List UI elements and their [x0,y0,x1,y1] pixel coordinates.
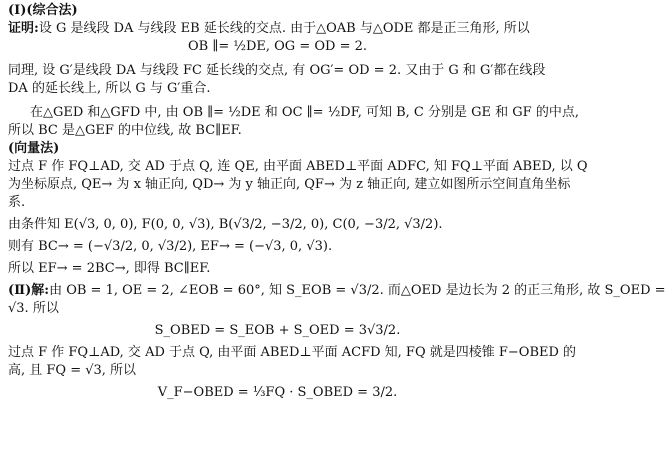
part2-line-4: 高, 且 FQ = √3, 所以 [8,363,137,378]
vector-line-4: 由条件知 E(√3, 0, 0), F(0, 0, √3), B(√3/2, −3/2, 0), C(0, −3/2, √3/2). [8,217,443,232]
vector-line-5: 则有 BC→ = (−√3/2, 0, √3/2), EF→ = (−√3, 0, √3). [8,239,333,254]
proof-label: 证明: [8,21,39,36]
vector-line-1: 过点 F 作 FQ⊥AD, 交 AD 于点 Q, 连 QE, 由平面 ABED⊥平面 ADFC, 知 FQ⊥平面 ABED, 以 Q [8,159,588,174]
part1-line-3a: 在△GED 和△GFD 中, 由 OB ∥= ½DE 和 OC ∥= ½DF, 可知 B, C 分别是 GE 和 GF 的中点, [30,105,579,120]
vector-line-2: 为坐标原点, QE→ 为 x 轴正向, QD→ 为 y 轴正向, QF→ 为 z 轴正向, 建立如图所示空间直角坐标 [8,177,571,192]
part2-heading: (Ⅱ) [8,283,32,298]
vector-method-heading: (向量法) [8,141,60,156]
vector-line-6: 所以 EF→ = 2BC→, 即得 BC∥EF. [8,261,211,276]
vector-line-3: 系. [8,195,26,210]
proof-text: 设 G 是线段 DA 与线段 EB 延长线的交点. 由于△OAB 与△ODE 都是正三角形, 所以 [38,21,530,36]
part2-line-1 [8,282,666,300]
solution-label: 解: [31,283,50,298]
part1-heading: (Ⅰ)(综合法) [8,3,78,18]
part1-line-2b: DA 的延长线上, 所以 G 与 G′重合. [8,81,211,96]
part2-line-2: √3. 所以 [8,301,59,316]
part1-line-1 [8,20,547,38]
equation-1: OB ∥= ½DE, OG = OD = 2. [188,39,367,54]
part1-line-2a: 同理, 设 G′是线段 DA 与线段 FC 延长线的交点, 有 OG′= OD = 2. 又由于 G 和 G′都在线段 [8,63,546,78]
part1-line-3b: 所以 BC 是△GEF 的中位线, 故 BC∥EF. [8,123,242,138]
part2-text-1: 由 OB = 1, OE = 2, ∠EOB = 60°, 知 S_EOB = √3/2. 而△OED 是边长为 2 的正三角形, 故 S_OED = [49,283,666,298]
part2-line-3: 过点 F 作 FQ⊥AD, 交 AD 于点 Q, 由平面 ABED⊥平面 ACFD 知, FQ 就是四棱锥 F−OBED 的 [8,345,577,360]
equation-3: V_F−OBED = ⅓FQ · S_OBED = 3/2. [157,385,398,400]
equation-2: S_OBED = S_EOB + S_OED = 3√3/2. [154,323,401,338]
